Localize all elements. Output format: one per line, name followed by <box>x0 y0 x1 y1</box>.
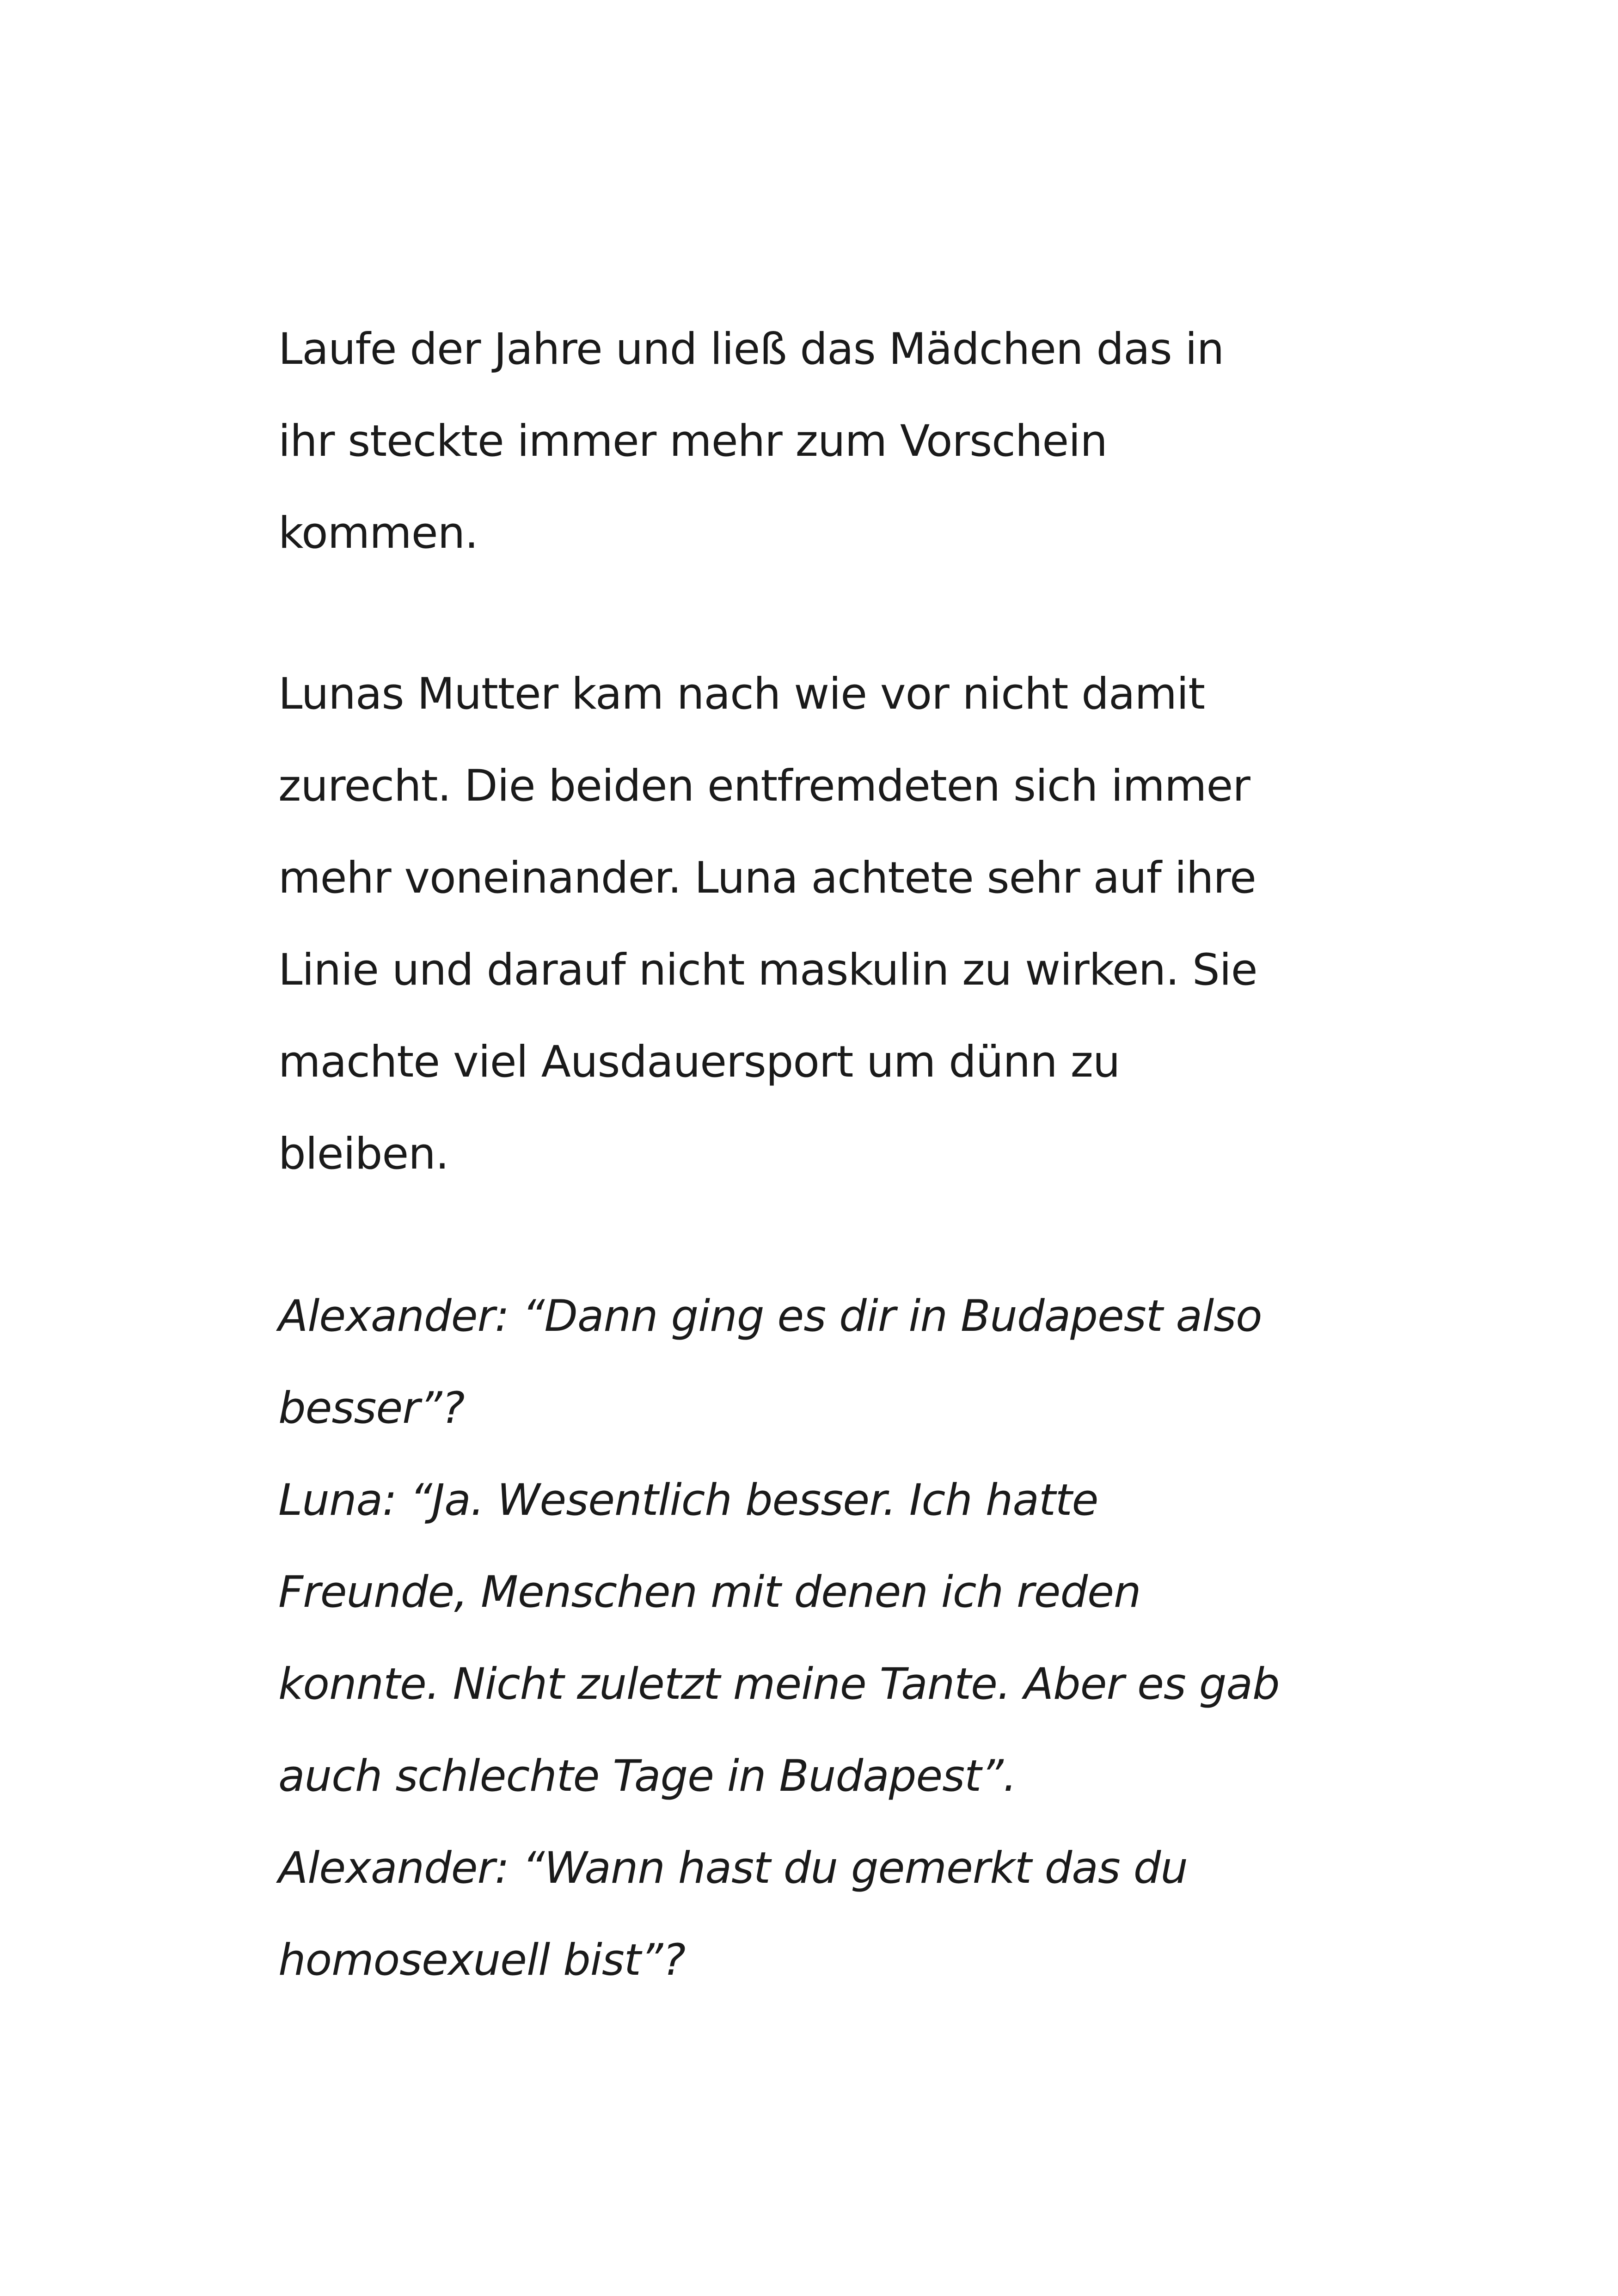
interview-dialogue <box>278 1270 1388 2006</box>
dialogue-line: Alexander: “Wann hast du gemerkt das du <box>278 1843 1188 1893</box>
dialogue-line: Luna: “Ja. Wesentlich besser. Ich hatte <box>278 1475 1098 1525</box>
text-line: zurecht. Die beiden entfremdeten sich immer <box>278 761 1250 811</box>
dialogue-line: Alexander: “Dann ging es dir in Budapest also <box>278 1291 1262 1341</box>
dialogue-line: besser”? <box>278 1383 465 1433</box>
dialogue-line: auch schlechte Tage in Budapest”. <box>278 1751 1017 1801</box>
text-line: mehr voneinander. Luna achtete sehr auf ihre <box>278 853 1256 903</box>
narrative-paragraph-2 <box>278 648 1388 1200</box>
text-line: bleiben. <box>278 1129 449 1179</box>
dialogue-line: homosexuell bist”? <box>278 1935 686 1985</box>
narrative-paragraph-1 <box>278 303 1388 579</box>
text-line: Lunas Mutter kam nach wie vor nicht damit <box>278 669 1205 719</box>
text-line: kommen. <box>278 508 478 558</box>
dialogue-line: Freunde, Menschen mit denen ich reden <box>278 1567 1141 1617</box>
text-line: Laufe der Jahre und ließ das Mädchen das in <box>278 324 1224 374</box>
text-line: ihr steckte immer mehr zum Vorschein <box>278 416 1107 466</box>
text-line: Linie und darauf nicht maskulin zu wirken. Sie <box>278 945 1257 995</box>
text-line: machte viel Ausdauersport um dünn zu <box>278 1037 1120 1087</box>
dialogue-line: konnte. Nicht zuletzt meine Tante. Aber es gab <box>278 1659 1280 1709</box>
